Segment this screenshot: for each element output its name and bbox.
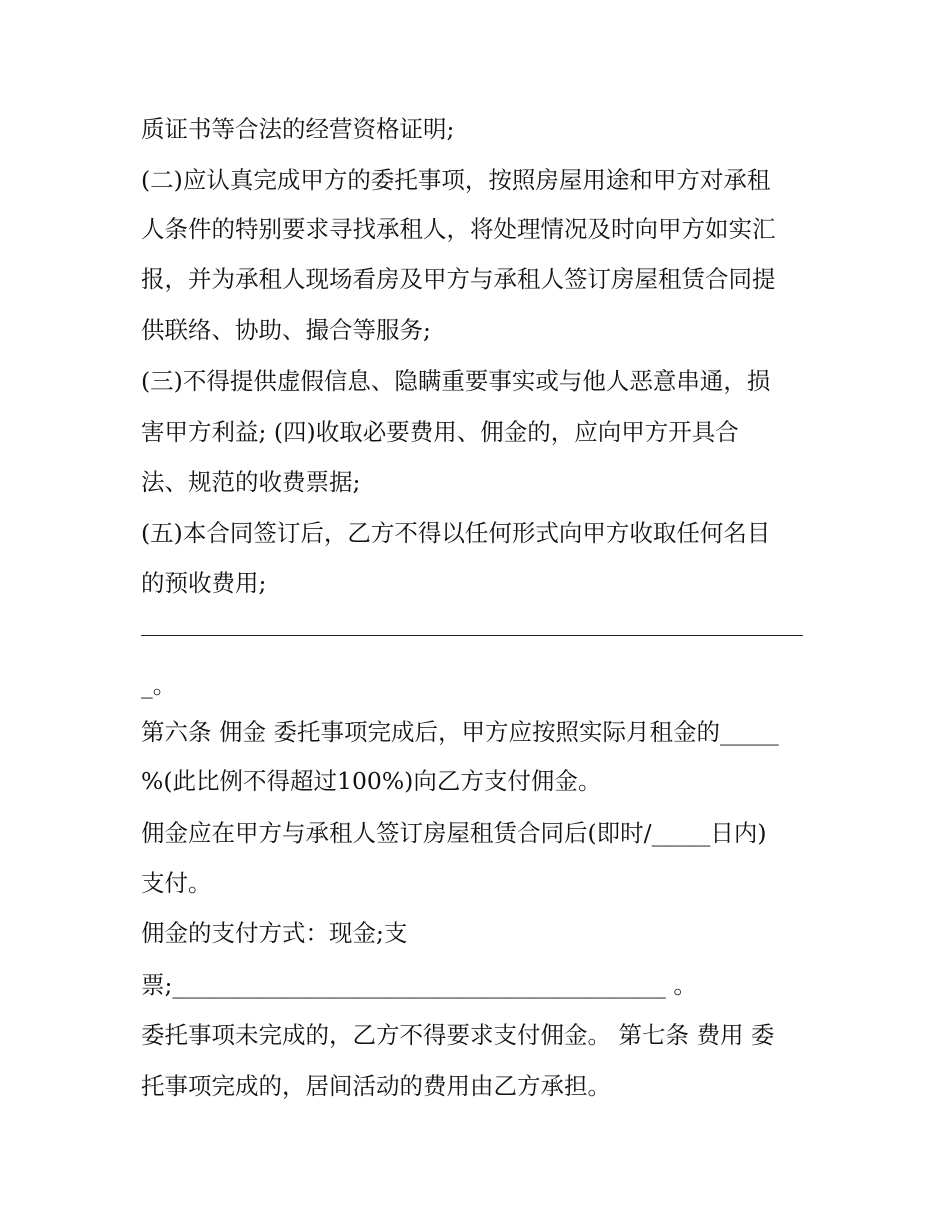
paragraph-line: 佣金应在甲方与承租人签订房屋租赁合同后(即时/_____日内) xyxy=(141,819,767,847)
paragraph-line: 法、规范的收费票据; xyxy=(141,468,361,496)
paragraph-line: %(此比例不得超过100%)向乙方支付佣金。 xyxy=(141,767,602,795)
paragraph-line: 人条件的特别要求寻找承租人，将处理情况及时向甲方如实汇 xyxy=(141,215,776,243)
paragraph-line: 第六条 佣金 委托事项完成后，甲方应按照实际月租金的_____ xyxy=(141,718,779,746)
paragraph-line: 供联络、协助、撮合等服务; xyxy=(141,316,431,344)
paragraph-line: 委托事项未完成的，乙方不得要求支付佣金。 第七条 费用 委 xyxy=(141,1021,775,1049)
paragraph-line: (二)应认真完成甲方的委托事项，按照房屋用途和甲方对承租 xyxy=(141,166,771,194)
paragraph-line: 报，并为承租人现场看房及甲方与承租人签订房屋租赁合同提 xyxy=(141,265,776,293)
paragraph-line: 佣金的支付方式：现金;支 xyxy=(141,919,408,947)
paragraph-line: 质证书等合法的经营资格证明; xyxy=(141,115,455,143)
paragraph-line: 托事项完成的，居间活动的费用由乙方承担。 xyxy=(141,1072,611,1100)
paragraph-line: 的预收费用; xyxy=(141,569,267,597)
fill-in-blank-line xyxy=(141,635,803,636)
paragraph-line: (三)不得提供虚假信息、隐瞒重要事实或与他人恶意串通，损 xyxy=(141,367,771,395)
paragraph-line: _。 xyxy=(141,671,177,699)
paragraph-line: 支付。 xyxy=(141,869,212,897)
paragraph-line: 票;__________________________________________ 。 xyxy=(141,971,697,999)
paragraph-line: 害甲方利益; (四)收取必要费用、佣金的，应向甲方开具合 xyxy=(141,418,739,446)
paragraph-line: (五)本合同签订后，乙方不得以任何形式向甲方收取任何名目 xyxy=(141,519,771,547)
